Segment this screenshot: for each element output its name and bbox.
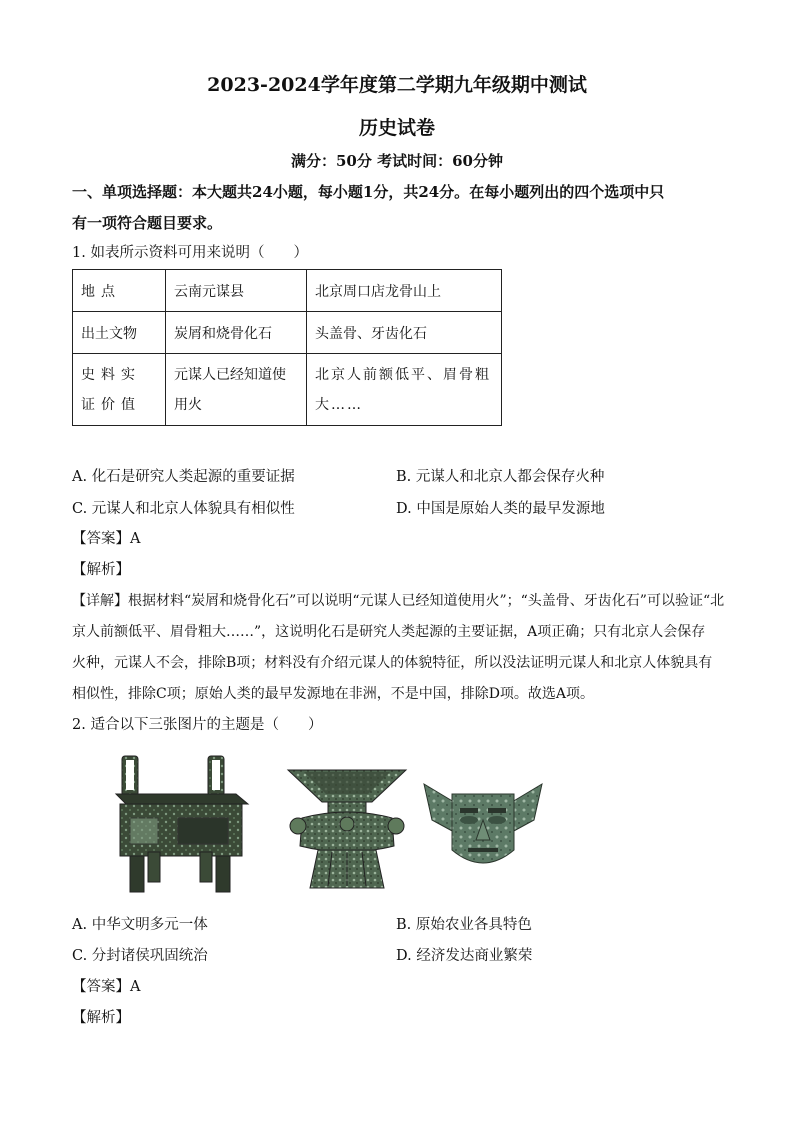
table-cell: 出土文物 bbox=[73, 312, 166, 354]
q1-option-d[interactable]: D. 中国是原始人类的最早发源地 bbox=[396, 501, 605, 517]
q1-option-a[interactable]: A. 化石是研究人类起源的重要证据 bbox=[72, 469, 295, 485]
exam-subject: 历史试卷 bbox=[358, 117, 435, 139]
q2-option-c[interactable]: C. 分封诸侯巩固统治 bbox=[72, 948, 208, 964]
table-row bbox=[73, 354, 502, 426]
exam-title: 2023-2024学年度第二学期九年级期中测试 bbox=[207, 74, 587, 96]
q2-option-a[interactable]: A. 中华文明多元一体 bbox=[72, 917, 208, 933]
table-row bbox=[73, 270, 502, 312]
q1-table bbox=[72, 269, 502, 426]
table-cell: 元谋人已经知道使用火 bbox=[166, 354, 307, 426]
q1-detail-line: 【详解】根据材料“炭屑和烧骨化石”可以说明“元谋人已经知道使用火”；“头盖骨、牙齿化石”可以验证“北 bbox=[72, 593, 725, 609]
score-info: 满分：50分 考试时间：60分钟 bbox=[291, 152, 503, 170]
bronze-zun-image bbox=[282, 766, 412, 894]
q1-detail-line: 京人前额低平、眉骨粗大……”，这说明化石是研究人类起源的主要证据，A项正确；只有北京人会保存 bbox=[72, 624, 706, 640]
q1-answer: 【答案】A bbox=[72, 531, 141, 547]
table-cell: 炭屑和烧骨化石 bbox=[166, 312, 307, 354]
q1-option-c[interactable]: C. 元谋人和北京人体貌具有相似性 bbox=[72, 501, 295, 517]
table-cell: 北京周口店龙骨山上 bbox=[307, 270, 502, 312]
q2-option-d[interactable]: D. 经济发达商业繁荣 bbox=[396, 948, 533, 964]
q2-answer: 【答案】A bbox=[72, 979, 141, 995]
table-cell: 云南元谋县 bbox=[166, 270, 307, 312]
q2-option-b[interactable]: B. 原始农业各具特色 bbox=[396, 917, 532, 933]
table-cell: 北京人前额低平、眉骨粗大…… bbox=[307, 354, 502, 426]
table-row bbox=[73, 312, 502, 354]
q1-analysis-label: 【解析】 bbox=[72, 562, 130, 578]
table-cell: 史料实证价值 bbox=[73, 354, 166, 426]
table-cell: 头盖骨、牙齿化石 bbox=[307, 312, 502, 354]
bronze-ding-image bbox=[108, 748, 256, 896]
q2-analysis-label: 【解析】 bbox=[72, 1010, 130, 1026]
q1-option-b[interactable]: B. 元谋人和北京人都会保存火种 bbox=[396, 469, 605, 485]
table-cell: 地点 bbox=[73, 270, 166, 312]
q1-detail-line: 相似性，排除C项；原始人类的最早发源地在非洲，不是中国，排除D项。故选A项。 bbox=[72, 686, 595, 702]
section-heading-line1: 一、单项选择题：本大题共24小题，每小题1分，共24分。在每小题列出的四个选项中只 bbox=[72, 183, 665, 201]
q1-detail-line: 火种，元谋人不会，排除B项；材料没有介绍元谋人的体貌特征，所以没法证明元谋人和北京人体貌具有 bbox=[72, 655, 713, 671]
q2-stem: 2. 适合以下三张图片的主题是（ ） bbox=[72, 717, 323, 733]
q1-stem: 1. 如表所示资料可用来说明（ ） bbox=[72, 245, 308, 261]
bronze-mask-image bbox=[422, 780, 544, 878]
section-heading-line2: 有一项符合题目要求。 bbox=[72, 214, 223, 232]
